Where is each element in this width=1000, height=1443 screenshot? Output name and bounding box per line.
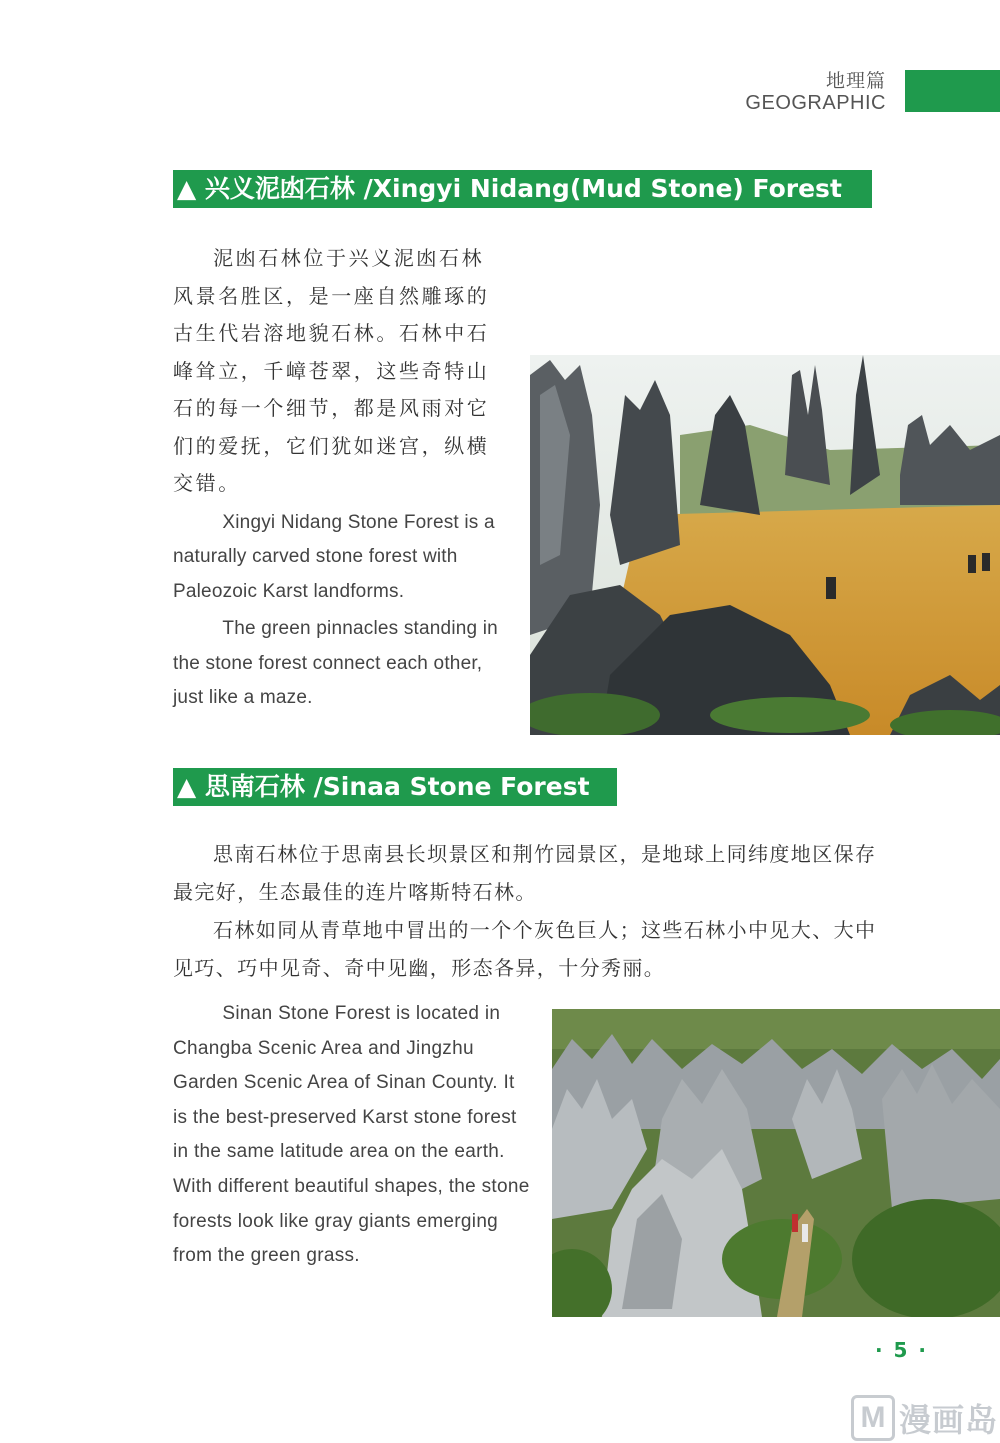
section1-paragraph-cn: 泥凼石林位于兴义泥凼石林风景名胜区，是一座自然雕琢的古生代岩溶地貌石林。石林中石峰耸立，千嶂苍翠，这些奇特山石的每一个细节，都是风雨对它们的爱抚，它们犹如迷宫，纵横交错。 <box>173 246 490 495</box>
page-number: · 5 · <box>874 1338 928 1362</box>
section2-paragraph-en: Sinan Stone Forest is located in Changba Scenic Area and Jingzhu Garden Scenic Area of Sinan County. It is the best-preserved Karst stone forest in the same latitude area on the earth. With different beautiful shapes, the stone forests look like gray giants emerging from the green grass. <box>173 1003 530 1267</box>
section1-paragraph-en-2: The green pinnacles standing in the stone forest connect each other, just like a maze. <box>173 618 498 708</box>
section2-paragraph-cn-2: 石林如同从青草地中冒出的一个个灰色巨人；这些石林小中见大、大中见巧、巧中见奇、奇中见幽，形态各异，十分秀丽。 <box>173 918 877 980</box>
section2-text-en <box>173 997 530 1274</box>
section2-text-cn <box>173 835 888 987</box>
section-title-xingyi: ▲ 兴义泥凼石林 /Xingyi Nidang(Mud Stone) Forest <box>173 170 872 208</box>
chapter-title-cn: 地理篇 <box>825 70 886 92</box>
chapter-color-block <box>905 70 1000 112</box>
photo-xingyi-stone-forest <box>530 355 1000 735</box>
section1-text <box>173 240 500 716</box>
chapter-title-en: GEOGRAPHIC <box>745 92 886 114</box>
photo-sinan-stone-forest <box>552 1009 1000 1317</box>
section-title-sinan: ▲ 思南石林 /Sinaa Stone Forest <box>173 768 617 806</box>
watermark-text: 漫画岛 <box>898 1401 998 1439</box>
watermark-logo <box>851 1395 998 1441</box>
watermark-logo-icon: M <box>851 1395 895 1441</box>
section2-paragraph-cn-1: 思南石林位于思南县长坝景区和荆竹园景区，是地球上同纬度地区保存最完好，生态最佳的连片喀斯特石林。 <box>173 842 877 904</box>
section1-paragraph-en-1: Xingyi Nidang Stone Forest is a naturally carved stone forest with Paleozoic Karst landforms. <box>173 511 495 602</box>
